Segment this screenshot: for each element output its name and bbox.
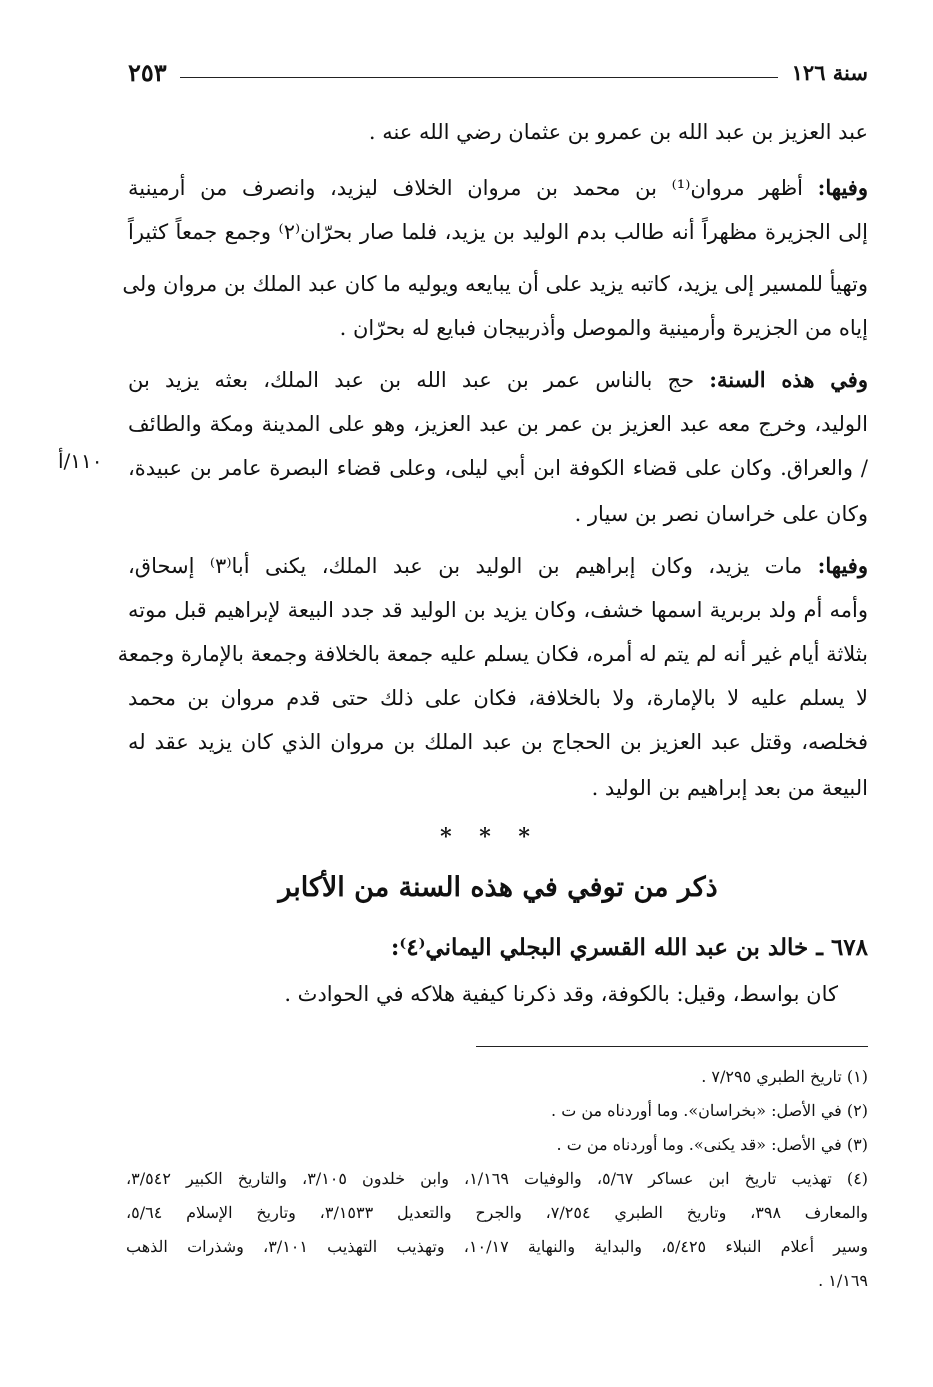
footnote: ١/١٦٩ . bbox=[818, 1271, 868, 1290]
text-line: وكان على خراسان نصر بن سيار . bbox=[574, 502, 868, 526]
text-line: وتهيأ للمسير إلى يزيد، كاتبه يزيد على أن يبايعه ويوليه ما كان عبد الملك بن مروان ولى bbox=[122, 272, 868, 296]
section-separator: * * * bbox=[440, 824, 540, 850]
text-line: إلى الجزيرة مظهراً أنه طالب بدم الوليد بن يزيد، فلما صار بحرّان⁽٢⁾ وجمع جمعاً كثيراً bbox=[128, 220, 868, 244]
section-title: ذكر من توفي في هذه السنة من الأكابر bbox=[278, 872, 718, 903]
footnote: (٣) في الأصل: «قد يكنى». وما أوردناه من ت . bbox=[556, 1135, 868, 1154]
footnote-rule bbox=[476, 1046, 868, 1047]
text-line: / والعراق. وكان على قضاء الكوفة ابن أبي ليلى، وعلى قضاء البصرة عامر بن عبيدة، bbox=[128, 456, 868, 480]
paragraph-lead: وفي هذه السنة: bbox=[709, 367, 868, 392]
entry-body: كان بواسط، وقيل: بالكوفة، وقد ذكرنا كيفية هلاكه في الحوادث . bbox=[284, 982, 838, 1006]
paragraph-lead: وفيها: bbox=[817, 175, 868, 200]
entry-title: ٦٧٨ ـ خالد بن عبد الله القسري البجلي اليماني⁽٤⁾: bbox=[390, 934, 868, 961]
text-line: وفي هذه السنة: حج بالناس عمر بن عبد الله بن عبد الملك، بعثه يزيد بن bbox=[128, 367, 868, 392]
header-year: سنة ١٢٦ bbox=[791, 60, 868, 85]
text-line: وفيها: أظهر مروان⁽¹⁾ بن محمد بن مروان الخلاف ليزيد، وانصرف من أرمينية bbox=[128, 175, 868, 200]
running-header bbox=[128, 58, 868, 92]
text-line: عبد العزيز بن عبد الله بن عمرو بن عثمان رضي الله عنه . bbox=[368, 120, 868, 144]
header-rule bbox=[180, 77, 778, 78]
text-line: وفيها: مات يزيد، وكان إبراهيم بن الوليد بن عبد الملك، يكنى أبا⁽٣⁾ إسحاق، bbox=[128, 553, 868, 578]
text-line: الوليد، وخرج معه عبد العزيز بن عمر بن عبد العزيز، وهو على المدينة ومكة والطائف bbox=[128, 412, 868, 436]
text-line: وأمه أم ولد بربرية اسمها خشف، وكان يزيد بن الوليد قد جدد البيعة لإبراهيم قبل موته bbox=[128, 598, 868, 622]
text-line: إياه من الجزيرة وأرمينية والموصل وأذربيجان فبايع له بحرّان . bbox=[339, 316, 868, 340]
text-line: البيعة من بعد إبراهيم بن الوليد . bbox=[591, 776, 868, 800]
footnote: (١) تاريخ الطبري ٧/٢٩٥ . bbox=[701, 1067, 868, 1086]
text-line: بثلاثة أيام غير أنه لم يتم له أمره، فكان يسلم عليه جمعة بالخلافة وجمعة بالإمارة وجمعة bbox=[117, 642, 868, 666]
text-line: لا يسلم عليه لا بالإمارة، ولا بالخلافة، فكان على ذلك حتى قدم مروان بن محمد bbox=[128, 686, 868, 710]
text-line: فخلصه، وقتل عبد العزيز بن الحجاج بن عبد الملك بن مروان الذي كان يزيد عقد له bbox=[128, 730, 868, 754]
footnote: (٢) في الأصل: «بخراسان». وما أوردناه من ت . bbox=[551, 1101, 868, 1120]
page-number: ٢٥٣ bbox=[128, 58, 167, 87]
footnote: وسير أعلام النبلاء ٥/٤٢٥، والبداية والنهاية ١٠/١٧، وتهذيب التهذيب ٣/١٠١، وشذرات الذهب bbox=[126, 1237, 869, 1256]
paragraph-lead: وفيها: bbox=[817, 553, 868, 578]
manuscript-folio-note: ١١٠/أ bbox=[58, 449, 103, 473]
footnote: (٤) تهذيب تاريخ ابن عساكر ٥/٦٧، والوفيات ١/١٦٩، وابن خلدون ٣/١٠٥، والتاريخ الكبير ٣/٥٤٢، bbox=[126, 1169, 869, 1188]
footnote: والمعارف ٣٩٨، وتاريخ الطبري ٧/٢٥٤، والجرح والتعديل ٣/١٥٣٣، وتاريخ الإسلام ٥/٦٤، bbox=[126, 1203, 869, 1222]
